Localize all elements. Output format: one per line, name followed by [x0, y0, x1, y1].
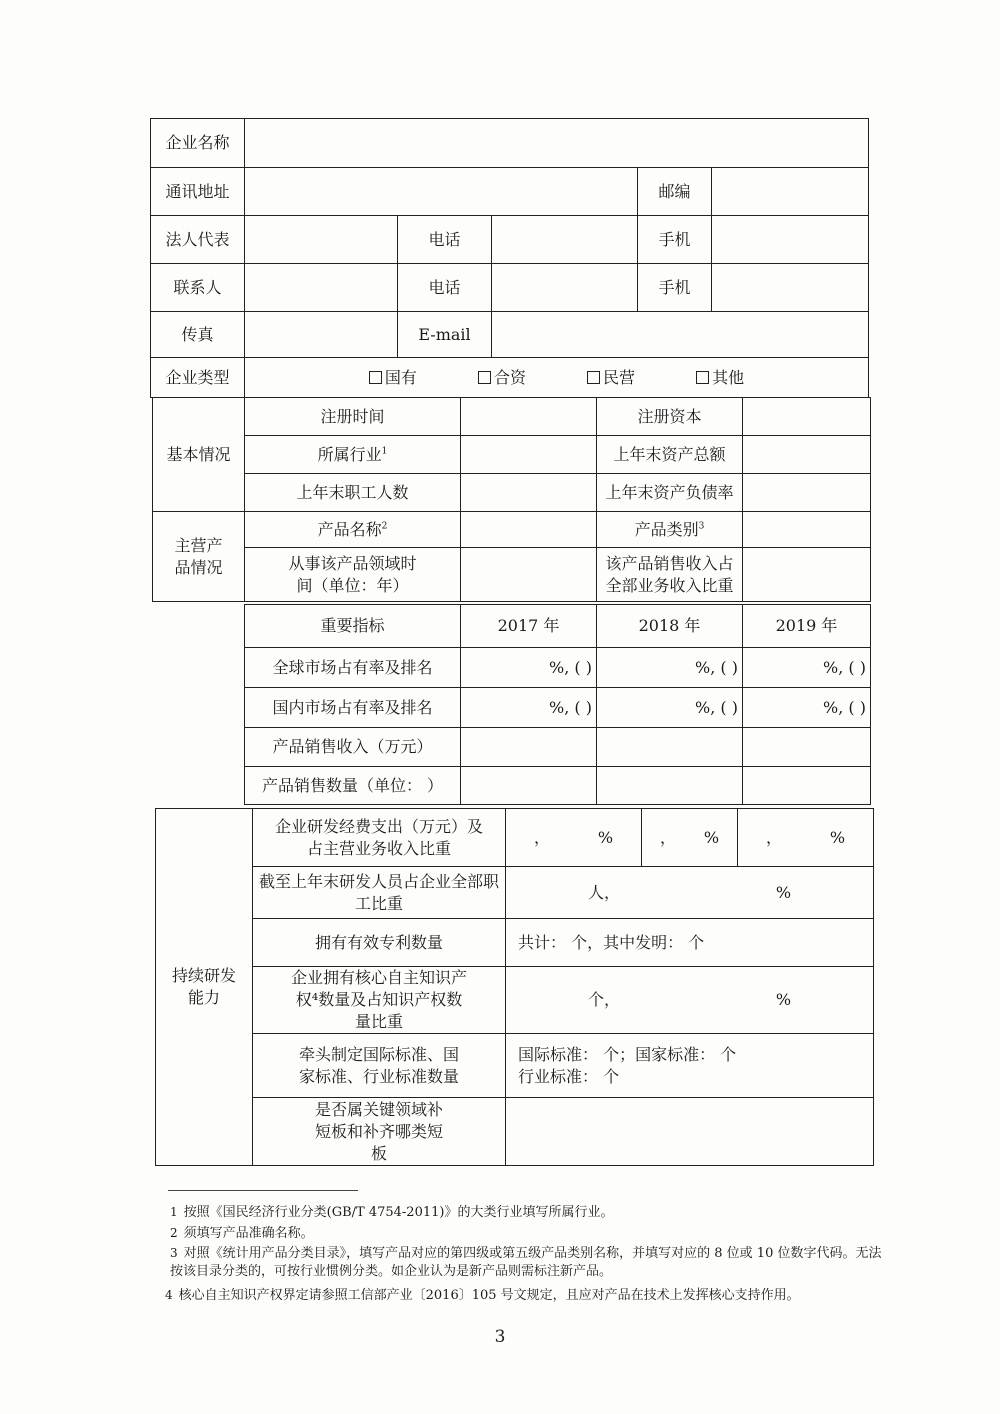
checkbox-icon — [587, 371, 600, 384]
total-assets-label: 上年末资产总额 — [597, 436, 743, 474]
years-in-field-label: 从事该产品领域时间（单位：年） — [245, 548, 461, 602]
year-2017-header: 2017 年 — [461, 605, 597, 648]
total-assets-field[interactable] — [743, 436, 871, 474]
employees-label: 上年末职工人数 — [245, 474, 461, 512]
address-label: 通讯地址 — [151, 168, 245, 216]
shortboard-field[interactable] — [506, 1098, 874, 1166]
ip-label: 企业拥有核心自主知识产权⁴数量及占知识产权数量比重 — [253, 967, 506, 1034]
reg-capital-label: 注册资本 — [597, 398, 743, 436]
sales-share-label: 该产品销售收入占全部业务收入比重 — [597, 548, 743, 602]
company-type-label: 企业类型 — [151, 358, 245, 398]
rd-expense-2018[interactable]: ， % — [642, 809, 738, 867]
sales-share-field[interactable] — [743, 548, 871, 602]
global-share-label: 全球市场占有率及排名 — [245, 648, 461, 688]
reg-time-label: 注册时间 — [245, 398, 461, 436]
checkbox-icon — [478, 371, 491, 384]
legal-rep-mobile-field[interactable] — [712, 216, 869, 264]
debt-ratio-field[interactable] — [743, 474, 871, 512]
page-number: 3 — [494, 1327, 506, 1347]
contact-mobile-field[interactable] — [712, 264, 869, 312]
basic-product-table — [152, 397, 871, 602]
footnote-4: 4 核心自主知识产权界定请参照工信部产业〔2016〕105 号文规定，且应对产品在技术上发挥核心支持作用。 — [165, 1288, 800, 1303]
fax-field[interactable] — [245, 312, 398, 358]
footnote-2: 2 须填写产品准确名称。 — [170, 1226, 314, 1241]
contact-phone-field[interactable] — [492, 264, 638, 312]
rd-section-label: 持续研发能力 — [156, 809, 253, 1166]
reg-capital-field[interactable] — [743, 398, 871, 436]
sales-revenue-2018[interactable] — [597, 728, 743, 767]
company-name-label: 企业名称 — [151, 119, 245, 168]
industry-label: 所属行业$^1$ — [245, 436, 461, 474]
contact-label: 联系人 — [151, 264, 245, 312]
rd-expense-2017[interactable]: ， % — [506, 809, 642, 867]
debt-ratio-label: 上年末资产负债率 — [597, 474, 743, 512]
standards-intl-line: 国际标准： 个；国家标准： 个 — [518, 1044, 737, 1064]
contact-phone-label: 电话 — [398, 264, 492, 312]
year-2019-header: 2019 年 — [743, 605, 871, 648]
patents-label: 拥有有效专利数量 — [253, 919, 506, 967]
rd-staff-label: 截至上年末研发人员占企业全部职工比重 — [253, 867, 506, 919]
ip-field[interactable]: 个， % — [506, 967, 874, 1034]
company-name-field[interactable] — [245, 119, 869, 168]
postcode-label: 邮编 — [638, 168, 712, 216]
sales-revenue-label: 产品销售收入（万元） — [245, 728, 461, 767]
indicator-table — [244, 604, 871, 805]
sales-revenue-2019[interactable] — [743, 728, 871, 767]
company-info-table — [150, 118, 869, 398]
company-type-options — [245, 358, 869, 398]
email-label: E-mail — [398, 312, 492, 358]
footnote-divider — [168, 1190, 358, 1191]
legal-rep-phone-label: 电话 — [398, 216, 492, 264]
rd-staff-field[interactable]: 人， % — [506, 867, 874, 919]
domestic-share-label: 国内市场占有率及排名 — [245, 688, 461, 728]
global-share-2019[interactable]: %, ( ) — [743, 648, 871, 688]
fax-label: 传真 — [151, 312, 245, 358]
standards-field[interactable] — [506, 1034, 874, 1098]
type-option-jv[interactable]: 合资 — [478, 367, 526, 389]
standards-label: 牵头制定国际标准、国家标准、行业标准数量 — [253, 1034, 506, 1098]
standards-industry-line: 行业标准： 个 — [518, 1066, 620, 1086]
years-in-field-field[interactable] — [461, 548, 597, 602]
key-indicator-label: 重要指标 — [245, 605, 461, 648]
global-share-2018[interactable]: %, ( ) — [597, 648, 743, 688]
legal-rep-mobile-label: 手机 — [638, 216, 712, 264]
domestic-share-2018[interactable]: %, ( ) — [597, 688, 743, 728]
global-share-2017[interactable]: %, ( ) — [461, 648, 597, 688]
rd-expense-2019[interactable]: ， % — [738, 809, 874, 867]
product-category-field[interactable] — [743, 512, 871, 548]
reg-time-field[interactable] — [461, 398, 597, 436]
domestic-share-2017[interactable]: %, ( ) — [461, 688, 597, 728]
product-name-label: 产品名称$^2$ — [245, 512, 461, 548]
checkbox-icon — [696, 371, 709, 384]
legal-rep-phone-field[interactable] — [492, 216, 638, 264]
sales-qty-2019[interactable] — [743, 767, 871, 805]
type-option-other[interactable]: 其他 — [696, 367, 744, 389]
footnote-3: 3 对照《统计用产品分类目录》，填写产品对应的第四级或第五级产品类别名称，并填写对应的 8 位或 10 位数字代码。无法按该目录分类的，可按行业惯例分类。如企业认为是新产品则需标注新产品。 — [170, 1246, 882, 1279]
shortboard-label: 是否属关键领域补短板和补齐哪类短板 — [253, 1098, 506, 1166]
legal-rep-field[interactable] — [245, 216, 398, 264]
type-option-state[interactable]: 国有 — [369, 367, 417, 389]
footnote-1: 1 按照《国民经济行业分类(GB/T 4754-2011)》的大类行业填写所属行业。 — [170, 1205, 614, 1220]
patents-field[interactable]: 共计： 个，其中发明： 个 — [506, 919, 874, 967]
industry-field[interactable] — [461, 436, 597, 474]
postcode-field[interactable] — [712, 168, 869, 216]
product-category-label: 产品类别$^3$ — [597, 512, 743, 548]
basic-section-label: 基本情况 — [153, 398, 245, 512]
legal-rep-label: 法人代表 — [151, 216, 245, 264]
rd-expense-label: 企业研发经费支出（万元）及占主营业务收入比重 — [253, 809, 506, 867]
email-field[interactable] — [492, 312, 869, 358]
checkbox-icon — [369, 371, 382, 384]
rd-table — [155, 808, 874, 1166]
address-field[interactable] — [245, 168, 638, 216]
product-name-field[interactable] — [461, 512, 597, 548]
employees-field[interactable] — [461, 474, 597, 512]
contact-field[interactable] — [245, 264, 398, 312]
sales-revenue-2017[interactable] — [461, 728, 597, 767]
sales-qty-label: 产品销售数量（单位： ） — [245, 767, 461, 805]
sales-qty-2018[interactable] — [597, 767, 743, 805]
type-option-private[interactable]: 民营 — [587, 367, 635, 389]
year-2018-header: 2018 年 — [597, 605, 743, 648]
main-product-section-label: 主营产品情况 — [153, 512, 245, 602]
sales-qty-2017[interactable] — [461, 767, 597, 805]
contact-mobile-label: 手机 — [638, 264, 712, 312]
domestic-share-2019[interactable]: %, ( ) — [743, 688, 871, 728]
